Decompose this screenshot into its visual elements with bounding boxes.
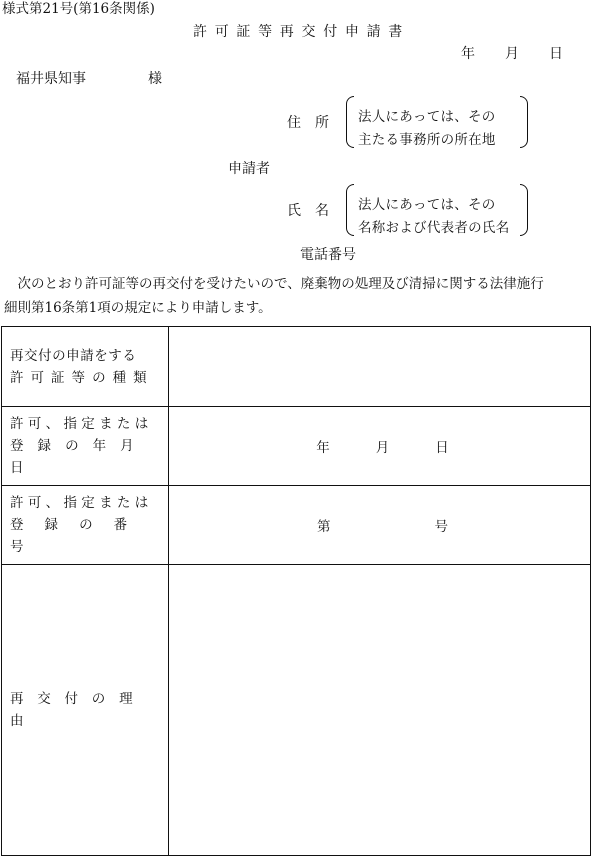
name-label: 氏 名	[287, 203, 329, 219]
row-label-reason	[2, 565, 169, 856]
label-line: 再交付の理由	[10, 691, 147, 729]
label-line: 許可、指定または	[10, 495, 153, 511]
permit-number-field[interactable]	[169, 486, 591, 565]
label-line: 登録の番号	[10, 517, 149, 555]
document-title: 許可証等再交付申請書	[193, 24, 410, 40]
body-line-1: 次のとおり許可証等の再交付を受けたいので、廃棄物の処理及び清掃に関する法律施行	[4, 276, 544, 292]
bracket-left	[346, 184, 354, 236]
applicant-label: 申請者	[228, 161, 270, 177]
date-day-label: 日	[549, 46, 563, 62]
addressee-name: 福井県知事	[16, 71, 86, 87]
permit-number-prefix: 第	[317, 519, 331, 535]
permit-year-label: 年	[316, 440, 330, 456]
form-number: 様式第21号(第16条関係)	[2, 1, 155, 17]
bracket-left	[346, 96, 354, 148]
bracket-right	[520, 184, 528, 236]
date-month-label: 月	[505, 46, 519, 62]
body-paragraph	[4, 272, 588, 320]
phone-label: 電話番号	[300, 247, 356, 263]
row-label-certificate-type	[2, 327, 169, 407]
permit-number-suffix: 号	[434, 519, 448, 535]
label-line: 許可、指定または	[10, 416, 153, 432]
permit-month-label: 月	[375, 440, 390, 456]
label-line: 再交付の申請をする	[10, 347, 137, 364]
permit-date-values	[169, 436, 590, 456]
table-row	[2, 327, 591, 407]
row-label-permit-date	[2, 407, 169, 486]
permit-number-values	[169, 515, 590, 535]
address-label: 住 所	[287, 115, 329, 131]
address-note-line2: 主たる事務所の所在地	[358, 132, 496, 148]
date-year-label: 年	[461, 46, 475, 62]
permit-date-field[interactable]	[169, 407, 591, 486]
permit-day-label: 日	[435, 440, 449, 456]
row-label-permit-number	[2, 486, 169, 565]
application-table	[1, 326, 591, 856]
label-line: 許可証等の種類	[10, 369, 154, 386]
address-note-line1: 法人にあっては、その	[358, 109, 496, 125]
address-note-bracket	[346, 96, 528, 148]
reason-field[interactable]	[169, 565, 591, 856]
label-line: 登録の年月日	[10, 438, 148, 476]
addressee-honorific: 様	[148, 71, 162, 87]
name-note-line2: 名称および代表者の氏名	[358, 220, 510, 236]
certificate-type-field[interactable]	[169, 327, 591, 407]
name-note-bracket	[346, 184, 528, 236]
table-row	[2, 407, 591, 486]
body-line-2: 細則第16条第1項の規定により申請します。	[4, 300, 272, 316]
table-row	[2, 565, 591, 856]
name-note-line1: 法人にあっては、その	[358, 197, 496, 213]
bracket-right	[520, 96, 528, 148]
table-row	[2, 486, 591, 565]
